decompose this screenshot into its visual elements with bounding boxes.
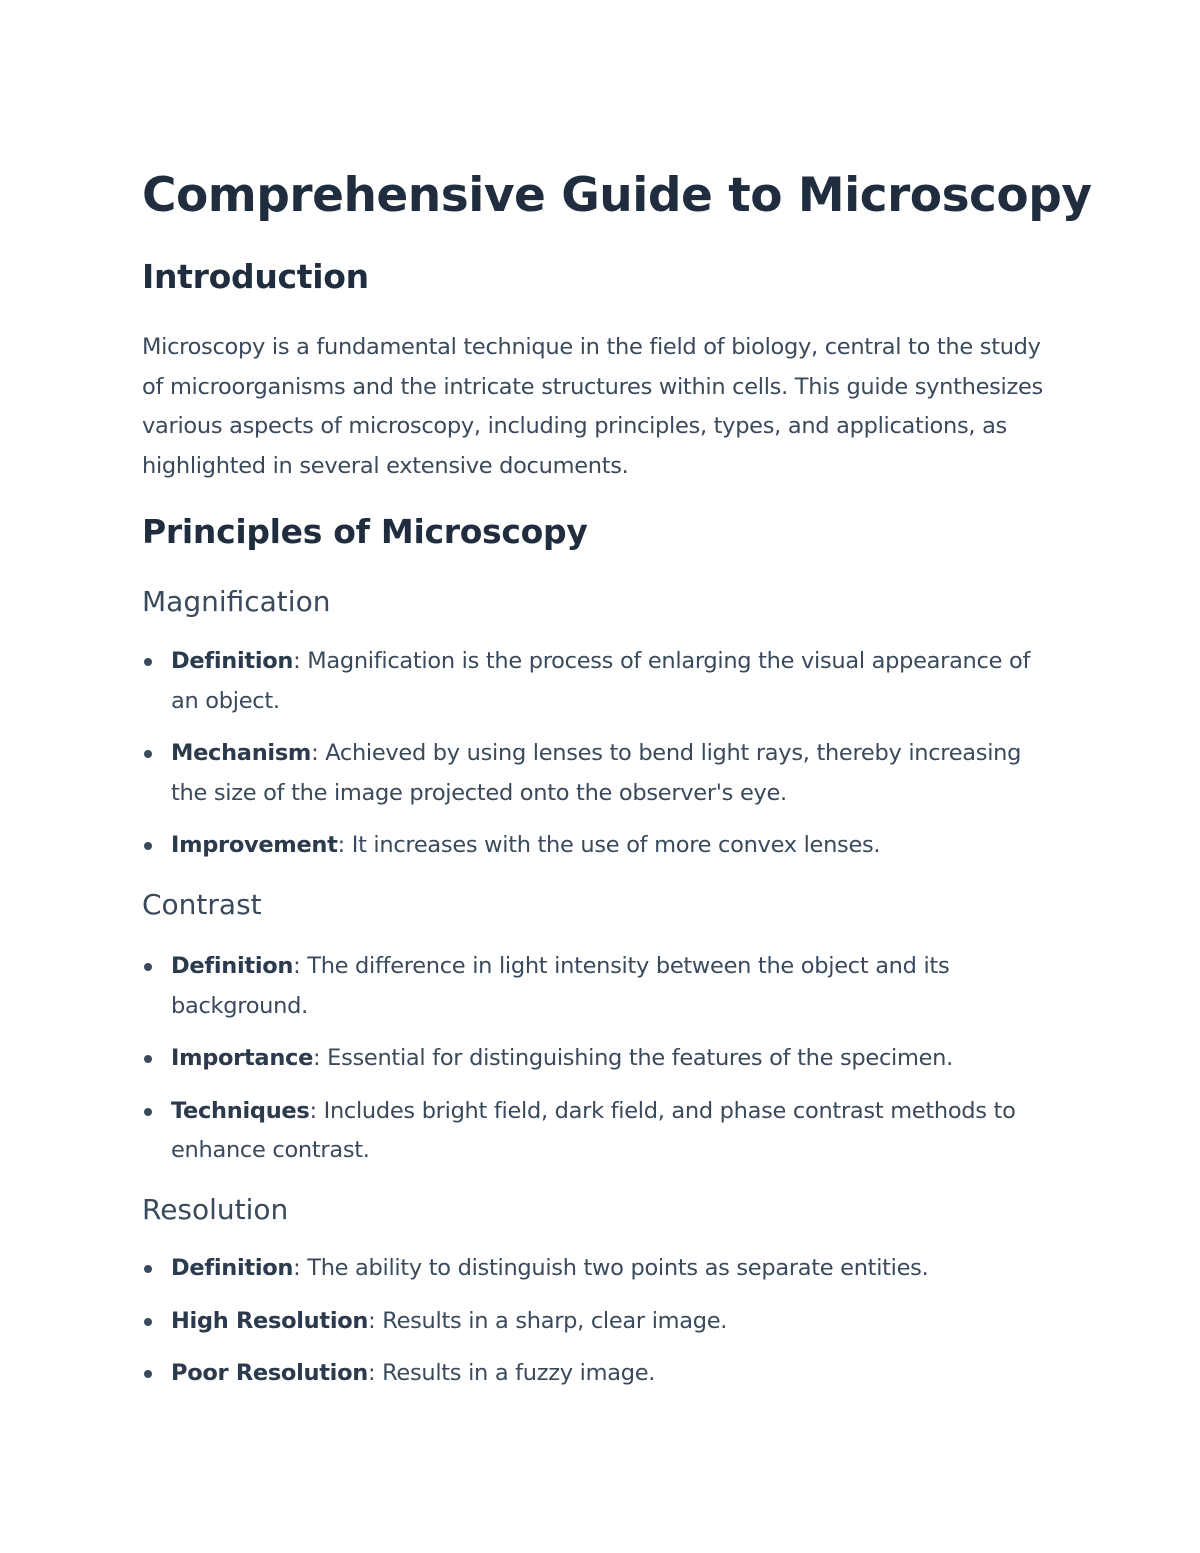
magnification-heading: Magnification [142, 585, 331, 618]
item-text: Results in a fuzzy image. [375, 1360, 656, 1386]
page-title: Comprehensive Guide to Microscopy [142, 168, 1092, 223]
magnification-list [142, 642, 1052, 879]
bullet-icon [144, 1055, 152, 1063]
list-item [142, 734, 1052, 813]
list-item [142, 1092, 1052, 1171]
bullet-icon [144, 1108, 152, 1116]
item-text: It increases with the use of more convex lenses. [344, 832, 881, 858]
item-separator: : [293, 1255, 301, 1281]
contrast-heading: Contrast [142, 888, 262, 921]
list-item [142, 1039, 1052, 1079]
contrast-list [142, 947, 1052, 1184]
bullet-icon [144, 1265, 152, 1273]
item-separator: : [309, 1097, 317, 1124]
item-separator: : [313, 1045, 321, 1071]
list-item [142, 826, 1052, 866]
bullet-icon [144, 1318, 152, 1326]
bullet-icon [144, 750, 152, 758]
list-item [142, 642, 1052, 721]
item-text: The difference in light intensity between the object and its background. [171, 953, 950, 1019]
introduction-heading: Introduction [142, 257, 369, 296]
bullet-icon [144, 1370, 152, 1378]
bullet-icon [144, 963, 152, 971]
item-separator: : [368, 1307, 376, 1334]
item-separator: : [367, 1360, 376, 1386]
item-text: Achieved by using lenses to bend light rays, thereby increasing the size of the image projected onto the observer's eye. [171, 740, 1022, 806]
item-separator: : [311, 740, 319, 766]
item-term: Definition [171, 953, 294, 979]
item-term: Importance [171, 1045, 314, 1071]
item-text: Includes bright field, dark field, and phase contrast methods to enhance contrast. [171, 1097, 1016, 1163]
resolution-heading: Resolution [142, 1193, 289, 1226]
item-text: The ability to distinguish two points as separate entities. [300, 1255, 929, 1281]
item-term: Poor Resolution [171, 1360, 368, 1386]
bullet-icon [144, 842, 152, 850]
item-term: Improvement [171, 832, 338, 858]
item-separator: : [337, 832, 345, 858]
introduction-paragraph: Microscopy is a fundamental technique in the field of biology, central to the study of microorganisms and the intricate structures within cells. This guide synthesizes various aspects of microscopy, including principles, types, and applications, as highlighted in several extensive documents. [142, 334, 1043, 479]
item-term: Definition [171, 648, 294, 674]
item-text: Results in a sharp, clear image. [375, 1307, 728, 1334]
resolution-list [142, 1249, 1052, 1407]
item-separator: : [293, 648, 301, 674]
item-term: High Resolution [171, 1307, 369, 1334]
principles-heading: Principles of Microscopy [142, 512, 588, 551]
item-term: Definition [171, 1255, 294, 1281]
item-text: Essential for distinguishing the features of the specimen. [320, 1045, 953, 1071]
list-item [142, 1249, 1052, 1289]
item-term: Mechanism [171, 740, 312, 766]
item-separator: : [293, 953, 301, 979]
item-text: Magnification is the process of enlarging the visual appearance of an object. [171, 648, 1031, 714]
bullet-icon [144, 658, 152, 666]
list-item [142, 947, 1052, 1026]
list-item [142, 1354, 1052, 1394]
list-item [142, 1302, 1052, 1342]
item-term: Techniques [171, 1097, 310, 1124]
